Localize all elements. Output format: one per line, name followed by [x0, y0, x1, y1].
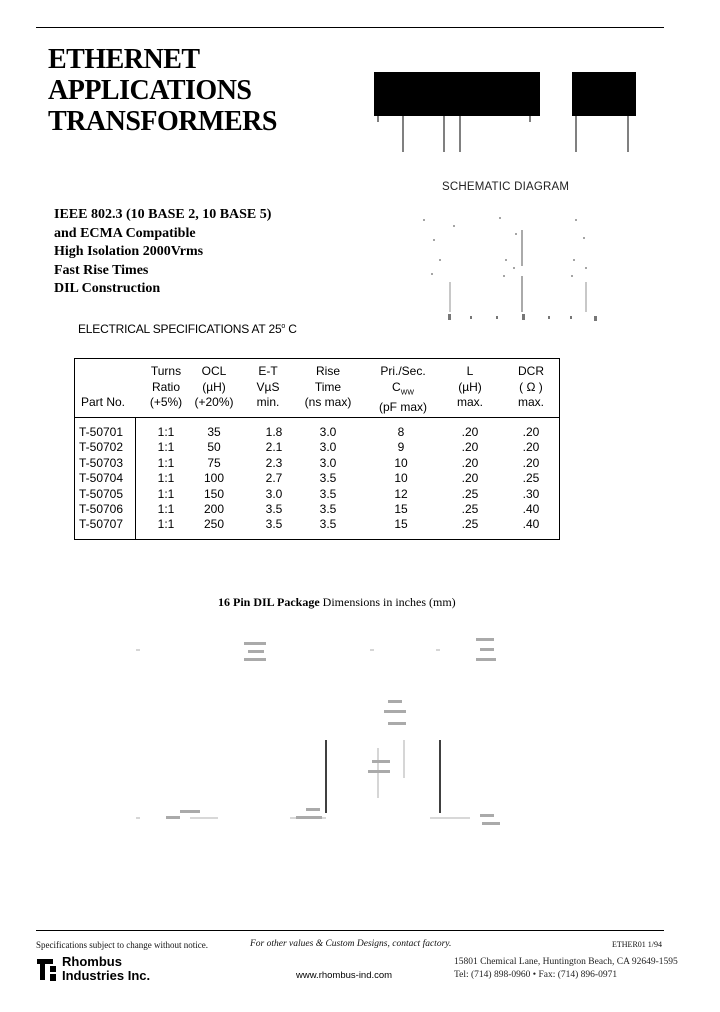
- header-line: max.: [456, 395, 483, 409]
- header-line: L: [466, 364, 474, 378]
- cell-dcr: .40: [522, 517, 540, 532]
- cww-symbol: C: [392, 379, 401, 394]
- feature-item: Fast Rise Times: [54, 262, 149, 278]
- schematic-title: SCHEMATIC DIAGRAM: [442, 181, 570, 193]
- cell-cww: 15: [394, 502, 408, 516]
- cell-rise: 3.5: [319, 471, 337, 486]
- cell-cww: 9: [397, 440, 405, 455]
- header-line: E-T: [258, 364, 278, 378]
- cell-part: T-50702: [79, 440, 124, 455]
- cell-ocl: 75: [207, 455, 221, 470]
- cell-turns: 1:1: [157, 486, 175, 501]
- cell-cww: 15: [394, 517, 408, 532]
- cell-dcr: .20: [522, 425, 540, 439]
- cell-rise: 3.5: [319, 486, 337, 501]
- header-line: (µH): [458, 379, 482, 394]
- cell-turns: 1:1: [157, 502, 175, 516]
- header-line: (+20%): [194, 395, 234, 409]
- header-line: Time: [314, 379, 342, 394]
- header-line: max.: [517, 395, 544, 409]
- heading-unit: C: [285, 322, 297, 336]
- header-line: (µH): [202, 379, 226, 394]
- cell-part: T-50707: [79, 517, 124, 532]
- cell-et: 1.8: [265, 425, 283, 439]
- feature-item: IEEE 802.3 (10 BASE 2, 10 BASE 5): [54, 207, 272, 222]
- feature-item: DIL Construction: [54, 281, 161, 297]
- title-line-3: TRANSFORMERS: [48, 106, 277, 137]
- top-rule: [36, 27, 664, 28]
- header-line: (pF max): [379, 400, 427, 415]
- cell-turns: 1:1: [157, 455, 175, 470]
- package-dimension-drawing: [130, 628, 550, 838]
- cell-dcr: .20: [522, 455, 540, 470]
- header-line: min.: [256, 395, 280, 409]
- cell-l: .25: [461, 517, 479, 532]
- cell-et: 2.7: [265, 471, 283, 486]
- address-line: 15801 Chemical Lane, Huntington Beach, CA 92649-1595: [454, 957, 678, 967]
- cell-l: .25: [461, 502, 479, 516]
- header-inductance: [445, 364, 495, 411]
- cww-subscript: WW: [400, 388, 414, 396]
- header-line: Part No.: [81, 395, 126, 409]
- package-caption-rest: Dimensions in inches (mm): [319, 595, 456, 609]
- header-turns-ratio: [141, 364, 191, 411]
- cell-ocl: 100: [203, 471, 225, 486]
- heading-text: ELECTRICAL SPECIFICATIONS AT 25: [78, 322, 282, 336]
- cell-ocl: 50: [207, 440, 221, 455]
- cell-ocl: 250: [203, 517, 225, 532]
- rhombus-logo-icon: [36, 956, 60, 982]
- header-line: [81, 364, 133, 380]
- cell-cww: 12: [394, 486, 408, 501]
- company-address: [454, 956, 678, 982]
- electrical-specs-heading: [78, 322, 297, 336]
- cell-rise: 3.0: [319, 425, 337, 439]
- cell-part: T-50705: [79, 486, 124, 501]
- cell-cww: 8: [397, 425, 405, 439]
- header-line: (+5%): [149, 395, 183, 409]
- cell-dcr: .25: [522, 471, 540, 486]
- feature-item: and ECMA Compatible: [54, 225, 196, 241]
- cell-part: T-50703: [79, 455, 124, 470]
- degree-symbol: o: [281, 323, 286, 330]
- package-caption: [218, 595, 456, 610]
- cell-turns: 1:1: [157, 471, 175, 486]
- feature-item: High Isolation 2000Vrms: [54, 244, 204, 260]
- custom-designs-note: For other values & Custom Designs, contact factory.: [250, 939, 452, 949]
- header-line: [81, 380, 133, 396]
- cell-ocl: 35: [207, 425, 221, 439]
- cell-part: T-50701: [79, 425, 124, 439]
- column-divider: [135, 417, 136, 539]
- header-line: ( Ω ): [519, 379, 543, 394]
- cell-l: .20: [461, 440, 479, 455]
- document-code: ETHER01 1/94: [612, 940, 662, 949]
- cell-l: .20: [461, 455, 479, 470]
- disclaimer: Specifications subject to change without notice.: [36, 940, 208, 950]
- header-line: (ns max): [304, 395, 352, 409]
- footer-rule: [36, 930, 664, 931]
- component-outline-drawing: [370, 70, 640, 156]
- header-line: Rise: [315, 364, 340, 378]
- page-title: [48, 44, 277, 137]
- header-line: Ratio: [151, 379, 180, 394]
- header-line: DCR: [518, 364, 544, 378]
- cell-et: 2.3: [265, 455, 283, 470]
- cell-l: .20: [461, 471, 479, 486]
- header-part-no: [81, 364, 133, 411]
- cell-l: .25: [461, 486, 479, 501]
- website-link[interactable]: www.rhombus-ind.com: [296, 970, 393, 981]
- header-cww: [371, 364, 435, 416]
- cell-et: 2.1: [265, 440, 283, 455]
- header-line: [371, 380, 435, 401]
- header-dcr: [505, 364, 557, 411]
- cell-et: 3.5: [265, 502, 283, 516]
- schematic-diagram: [418, 204, 608, 328]
- cell-ocl: 150: [203, 486, 225, 501]
- spec-table: [74, 358, 560, 540]
- cell-rise: 3.0: [319, 455, 337, 470]
- feature-list: [54, 206, 271, 299]
- header-line: Pri./Sec.: [380, 364, 426, 378]
- header-ocl: [189, 364, 239, 411]
- cell-rise: 3.5: [319, 502, 337, 516]
- header-rule: [75, 417, 559, 418]
- package-caption-bold: 16 Pin DIL Package: [218, 595, 320, 609]
- cell-rise: 3.0: [319, 440, 337, 455]
- cell-turns: 1:1: [157, 440, 175, 455]
- title-line-2: APPLICATIONS: [48, 75, 252, 106]
- cell-cww: 10: [394, 455, 408, 470]
- company-name: [62, 955, 150, 983]
- cell-dcr: .40: [522, 502, 540, 516]
- header-line: VµS: [256, 379, 280, 394]
- cell-dcr: .20: [522, 440, 540, 455]
- cell-rise: 3.5: [319, 517, 337, 532]
- company-name-line-2: Industries Inc.: [62, 968, 151, 983]
- header-rise-time: [301, 364, 355, 411]
- title-line-1: ETHERNET: [48, 44, 200, 75]
- phone-line: Tel: (714) 898-0960 • Fax: (714) 896-0971: [454, 970, 618, 980]
- header-et: [243, 364, 293, 411]
- cell-et: 3.0: [265, 486, 283, 501]
- cell-turns: 1:1: [157, 425, 175, 439]
- header-line: OCL: [201, 364, 227, 378]
- cell-part: T-50706: [79, 502, 124, 516]
- cell-ocl: 200: [203, 502, 225, 516]
- cell-cww: 10: [394, 471, 408, 486]
- cell-turns: 1:1: [157, 517, 175, 532]
- cell-part: T-50704: [79, 471, 124, 486]
- cell-et: 3.5: [265, 517, 283, 532]
- company-name-line-1: Rhombus: [62, 954, 122, 969]
- cell-dcr: .30: [522, 486, 540, 501]
- header-line: Turns: [150, 364, 182, 378]
- cell-l: .20: [461, 425, 479, 439]
